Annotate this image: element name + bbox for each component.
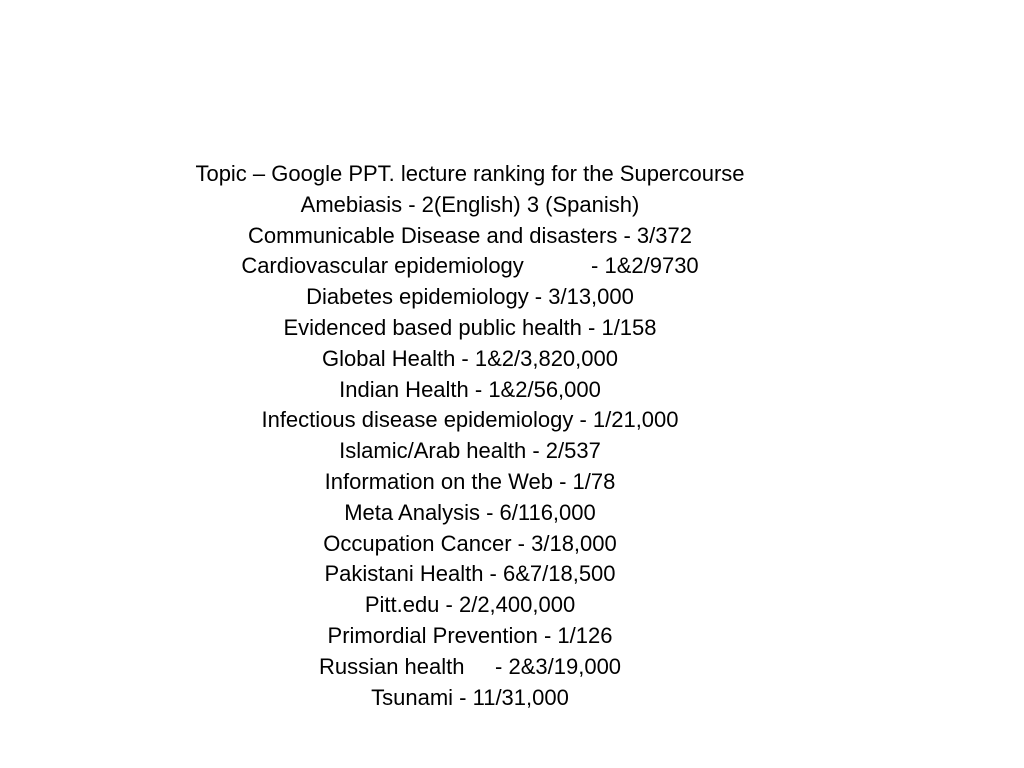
list-item: Primordial Prevention - 1/126	[327, 622, 613, 648]
list-item: Pakistani Health - 6&7/18,500	[324, 561, 616, 587]
list-item: Tsunami - 11/31,000	[371, 684, 569, 710]
list-item: Meta Analysis - 6/116,000	[344, 499, 596, 525]
list-item: Cardiovascular epidemiology - 1&2/9730	[241, 253, 699, 279]
slide-text-block	[140, 159, 800, 713]
list-item: Communicable Disease and disasters - 3/372	[248, 222, 692, 248]
slide-title: Topic – Google PPT. lecture ranking for the Supercourse	[195, 161, 745, 186]
list-item: Russian health - 2&3/19,000	[318, 653, 622, 679]
list-item: Diabetes epidemiology - 3/13,000	[306, 284, 634, 310]
list-item: Occupation Cancer - 3/18,000	[323, 530, 617, 556]
list-item: Information on the Web - 1/78	[324, 468, 616, 494]
list-item: Global Health - 1&2/3,820,000	[322, 345, 618, 371]
list-item: Infectious disease epidemiology - 1/21,000	[261, 407, 679, 433]
list-item: Pitt.edu - 2/2,400,000	[364, 592, 576, 618]
list-item: Evidenced based public health - 1/158	[283, 314, 657, 340]
list-item: Amebiasis - 2(English) 3 (Spanish)	[300, 191, 640, 217]
list-item: Islamic/Arab health - 2/537	[339, 438, 601, 464]
list-item: Indian Health - 1&2/56,000	[339, 376, 601, 402]
